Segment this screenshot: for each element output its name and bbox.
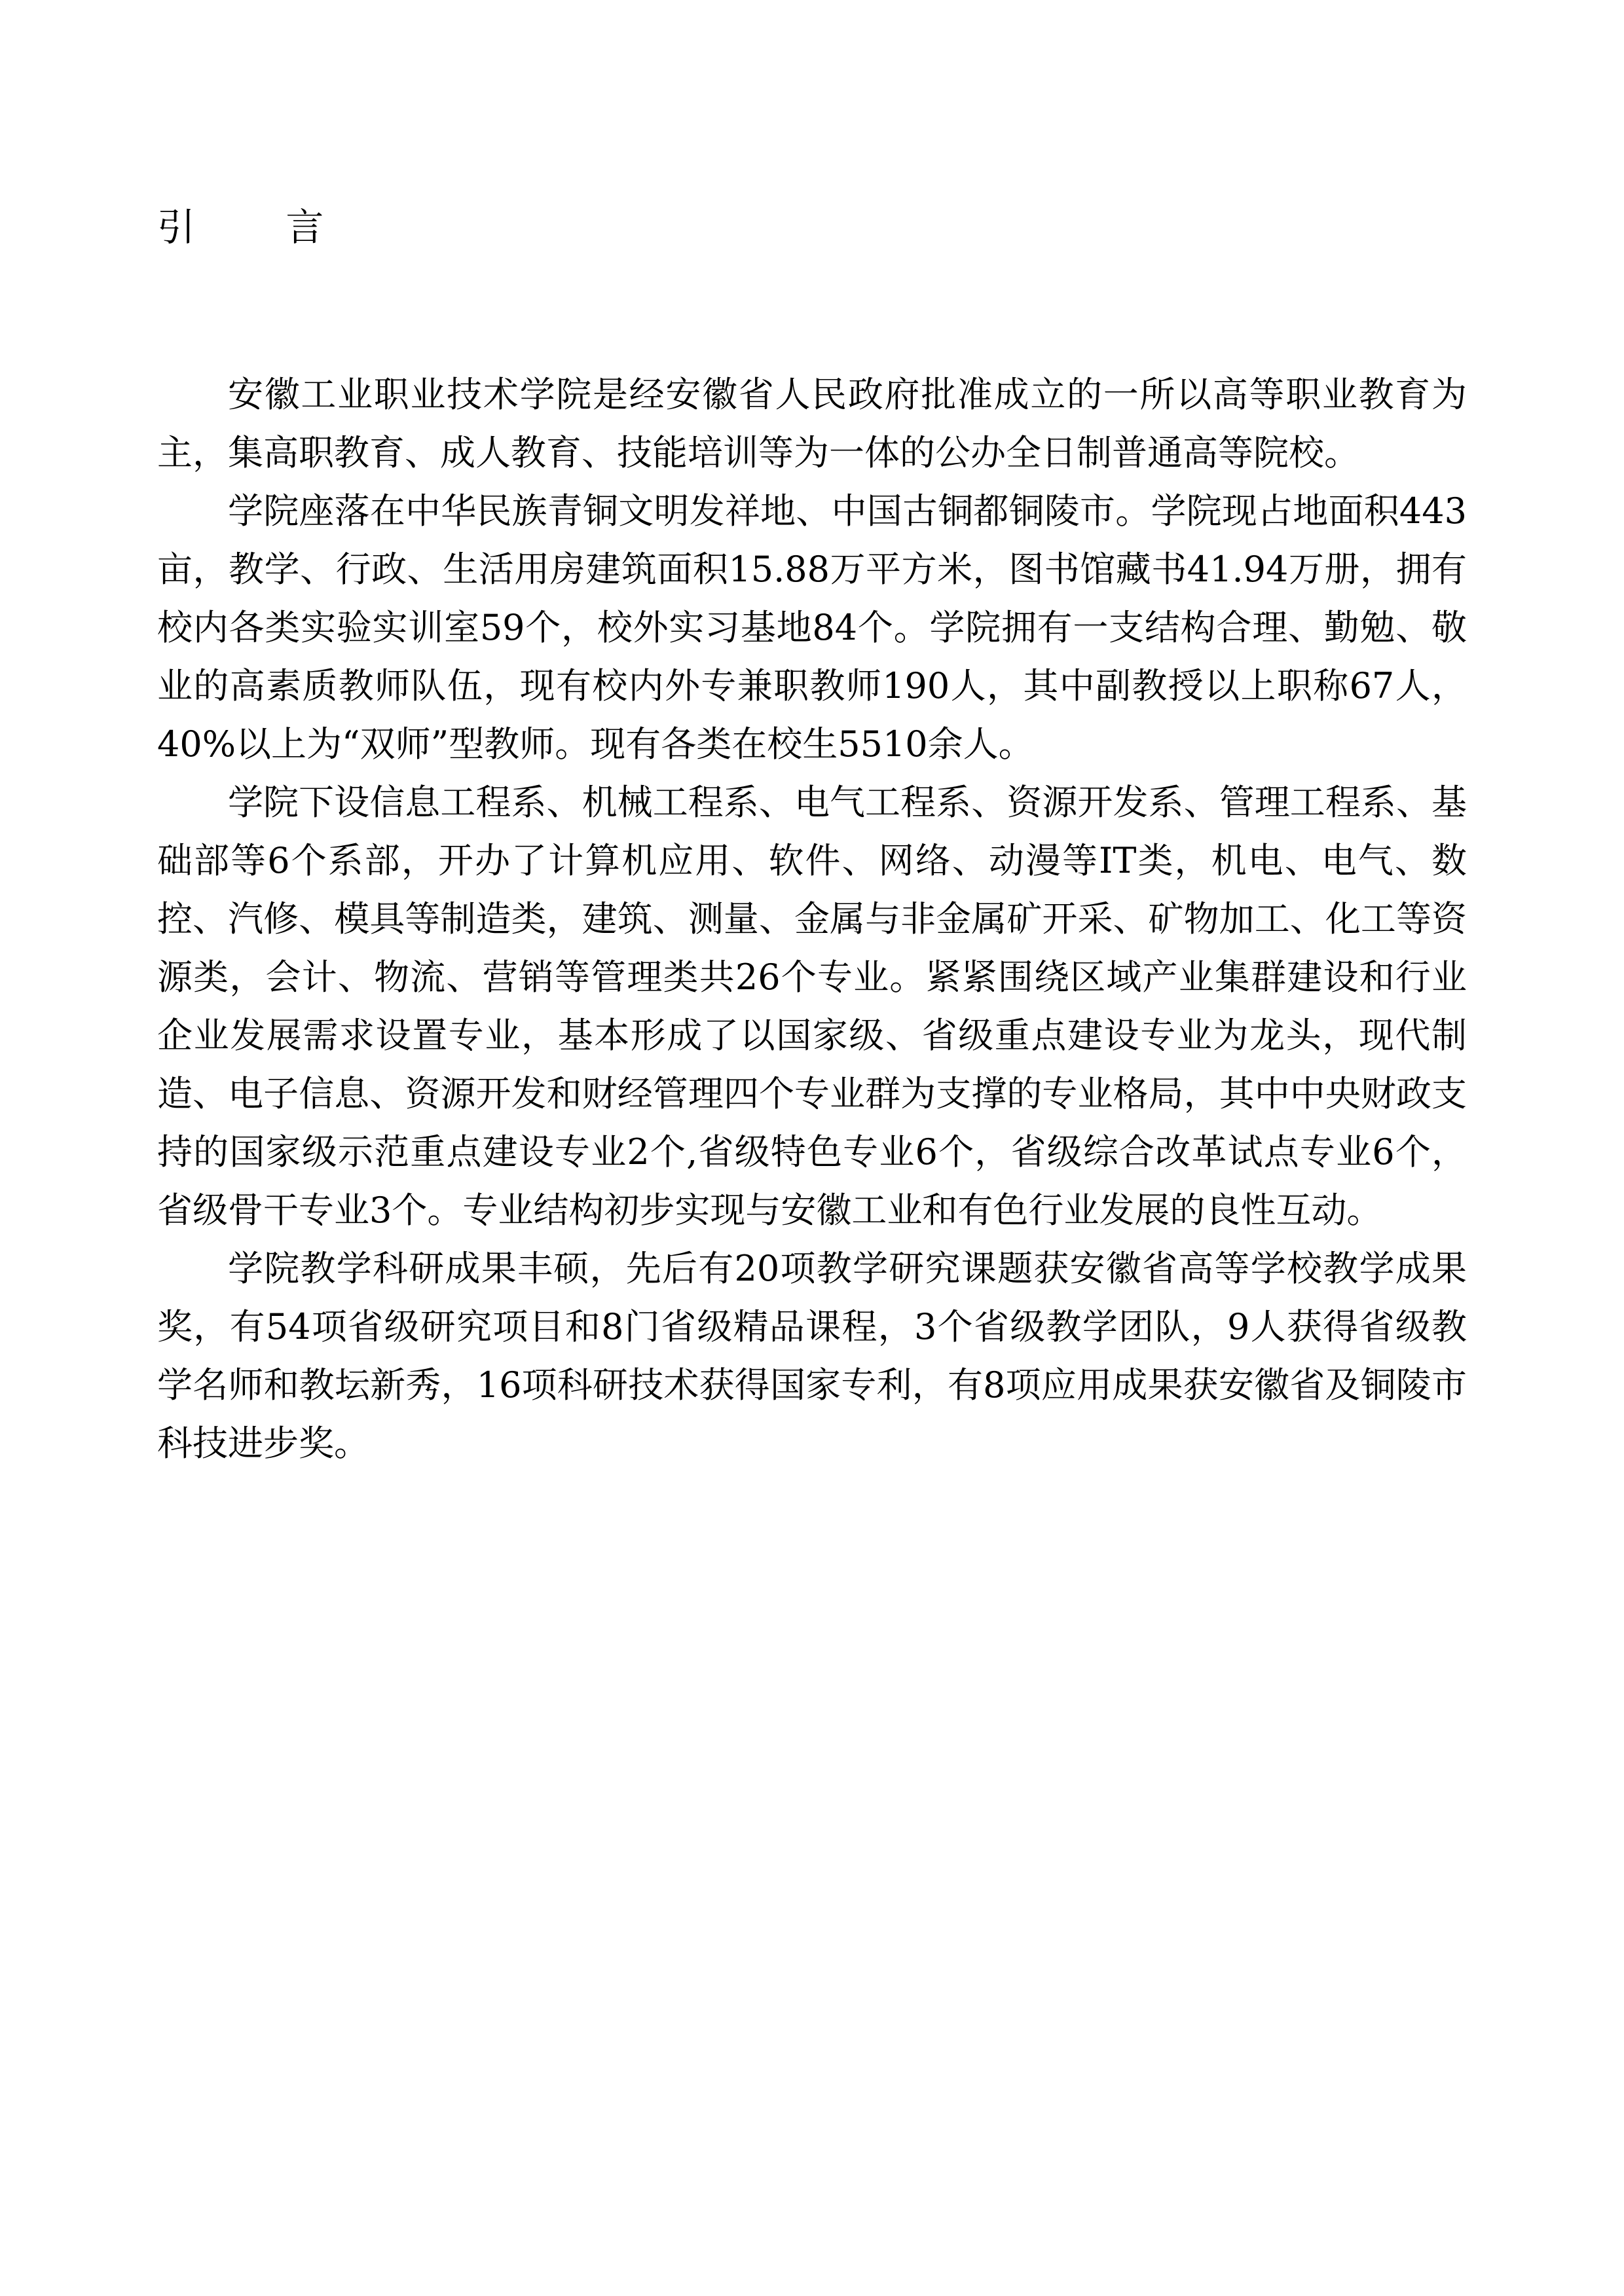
paragraph-departments: 学院下设信息工程系、机械工程系、电气工程系、资源开发系、管理工程系、基础部等6个系部，开办了计算机应用、软件、网络、动漫等IT类，机电、电气、数控、汽修、模具等制造类，建筑、测量、金属与非金属矿开采、矿物加工、化工等资源类，会计、物流、营销等管理类共26个专业。紧紧围绕区域产业集群建设和行业企业发展需求设置专业，基本形成了以国家级、省级重点建设专业为龙头，现代制造、电子信息、资源开发和财经管理四个专业群为支撑的专业格局，其中中央财政支持的国家级示范重点建设专业2个,省级特色专业6个，省级综合改革试点专业6个，省级骨干专业3个。专业结构初步实现与安徽工业和有色行业发展的良性互动。 [157, 782, 1467, 1231]
body-text [157, 365, 1467, 1472]
paragraph-achievements: 学院教学科研成果丰硕，先后有20项教学研究课题获安徽省高等学校教学成果奖，有54项省级研究项目和8门省级精品课程，3个省级教学团队，9人获得省级教学名师和教坛新秀，16项科研技术获得国家专利，有8项应用成果获安徽省及铜陵市科技进步奖。 [157, 1248, 1467, 1464]
section-heading: 引 言 [157, 205, 363, 249]
paragraph-campus: 学院座落在中华民族青铜文明发祥地、中国古铜都铜陵市。学院现占地面积443亩，教学、行政、生活用房建筑面积15.88万平方米，图书馆藏书41.94万册，拥有校内各类实验实训室59个，校外实习基地84个。学院拥有一支结构合理、勤勉、敬业的高素质教师队伍，现有校内外专兼职教师190人，其中副教授以上职称67人，40%以上为“双师”型教师。现有各类在校生5510余人。 [157, 490, 1467, 765]
paragraph-intro: 安徽工业职业技术学院是经安徽省人民政府批准成立的一所以高等职业教育为主，集高职教育、成人教育、技能培训等为一体的公办全日制普通高等院校。 [157, 374, 1467, 473]
